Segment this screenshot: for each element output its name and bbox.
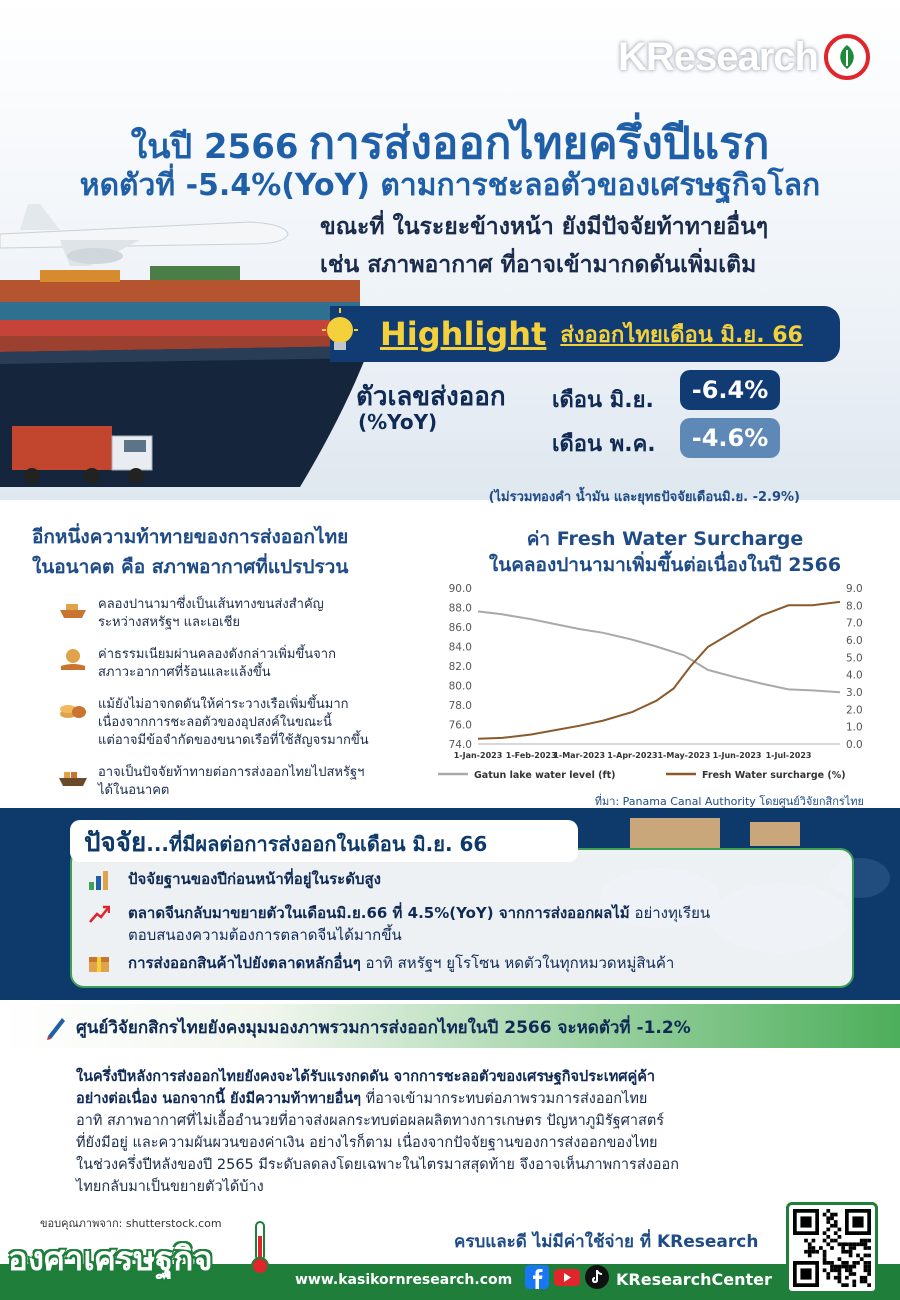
- website-link[interactable]: www.kasikornresearch.com: [295, 1272, 513, 1288]
- list-item: [58, 596, 398, 632]
- y-right-tick-label: 6.0: [846, 635, 863, 647]
- qr-code[interactable]: [786, 1202, 878, 1294]
- y-right-tick-label: 8.0: [846, 600, 863, 613]
- item-text: ระหว่างสหรัฐฯ และเอเชีย: [98, 615, 241, 630]
- chart-source: ที่มา: Panama Canal Authority โดยศูนย์วิจัยกสิกรไทย: [594, 795, 864, 808]
- logo-text: KResearch: [617, 34, 818, 79]
- factor-row: [88, 902, 828, 946]
- item-text: แม้ยังไม่อาจกดดันให้ค่าระวางเรือเพิ่มขึ้นมาก: [98, 697, 349, 712]
- kpi-label: ตัวเลขส่งออก: [356, 382, 506, 412]
- x-tick-label: 1-Jul-2023: [765, 751, 812, 760]
- panama-canal-chart: [430, 578, 900, 790]
- chart-title-line2: ในคลองปานามาเพิ่มขึ้นต่อเนื่องในปี 2566: [488, 554, 842, 576]
- image-credit: ขอบคุณภาพจาก: shutterstock.com: [40, 1217, 222, 1230]
- box-icon: [88, 954, 110, 974]
- y-left-tick-label: 74.0: [448, 739, 472, 751]
- kpi-unit: (%YoY): [358, 410, 438, 434]
- kpi-value-jun: -6.4%: [680, 370, 780, 410]
- y-left-tick-label: 82.0: [448, 661, 472, 673]
- lightbulb-icon: [318, 306, 362, 362]
- item-text: เนื่องจากการชะลอตัวของอุปสงค์ในขณะนี้: [98, 715, 332, 730]
- para-bold: อย่างต่อเนื่อง นอกจากนี้ ยังมีความท้าทายอื่นๆ: [76, 1091, 362, 1107]
- factor-line2: ตอบสนองความต้องการตลาดจีนได้มากขึ้น: [128, 926, 402, 944]
- title-prefix: ในปี 2566: [130, 127, 299, 167]
- subtitle: [320, 208, 880, 284]
- thermometer-icon: [250, 1220, 270, 1276]
- legend-label: Gatun lake water level (ft): [474, 770, 616, 781]
- y-right-tick-label: 4.0: [846, 669, 863, 682]
- highlight-word: Highlight: [380, 315, 547, 353]
- legend-label: Fresh Water surcharge (%): [702, 770, 846, 781]
- item-text: ได้ในอนาคต: [98, 783, 170, 798]
- series-line-surcharge: [478, 602, 840, 739]
- y-right-tick-label: 1.0: [846, 721, 863, 734]
- kpi-note: (ไม่รวมทองคำ น้ำมัน และยุทธปัจจัยเดือนมิ.ย. -2.9%): [488, 490, 800, 505]
- outlook-headline: ศูนย์วิจัยกสิกรไทยยังคงมุมมองภาพรวมการส่งออกไทยในปี 2566 จะหดตัวที่ -1.2%: [76, 1018, 691, 1038]
- x-tick-label: 1-Apr-2023: [607, 751, 658, 760]
- challenge-title: [32, 522, 348, 582]
- title-line2: หดตัวที่ -5.4%(YoY) ตามการชะลอตัวของเศรษฐกิจโลก: [79, 168, 821, 203]
- para-text: ไทยกลับมาเป็นขยายตัวได้บ้าง: [76, 1179, 264, 1195]
- item-text: แต่อาจมีข้อจำกัดของขนาดเรือที่ใช้สัญจรมากขึ้น: [98, 733, 369, 748]
- social-handle: KResearchCenter: [616, 1270, 772, 1289]
- money-hand-icon: [58, 648, 88, 670]
- y-right-tick-label: 2.0: [846, 704, 863, 717]
- ship-icon: [58, 598, 88, 620]
- chart-title: [430, 526, 900, 578]
- item-text: อาจเป็นปัจจัยท้าทายต่อการส่งออกไทยไปสหรัฐฯ: [98, 765, 365, 780]
- facebook-icon[interactable]: [524, 1265, 550, 1289]
- factor-row: [88, 868, 828, 890]
- highlight-subtitle: ส่งออกไทยเดือน มิ.ย. 66: [560, 322, 803, 348]
- y-left-tick-label: 84.0: [448, 641, 472, 654]
- y-right-tick-label: 7.0: [846, 617, 863, 630]
- kbank-leaf-icon: [824, 34, 870, 80]
- para-text: ที่อาจเข้ามากระทบต่อภาพรวมการส่งออกไทย: [361, 1091, 648, 1107]
- truck-icon: [12, 420, 162, 490]
- list-item: [58, 646, 398, 682]
- y-left-tick-label: 80.0: [448, 680, 472, 693]
- kpi-month-jun: เดือน มิ.ย.: [552, 388, 654, 413]
- coins-icon: [58, 698, 88, 720]
- kpi-value-may: -4.6%: [680, 418, 780, 458]
- title-main: การส่งออกไทยครึ่งปีแรก: [308, 118, 770, 169]
- challenge-title-line2: ในอนาคต คือ สภาพอากาศที่แปรปรวน: [32, 556, 349, 578]
- series-line-gatun-lake: [478, 611, 840, 692]
- para-text: ในช่วงครึ่งปีหลังของปี 2565 มีระดับลดลงโดยเฉพาะในไตรมาสสุดท้าย จึงอาจเห็นภาพการส่งออก: [76, 1157, 679, 1173]
- challenge-title-line1: อีกหนึ่งความท้าทายของการส่งออกไทย: [32, 526, 349, 548]
- y-right-tick-label: 3.0: [846, 687, 863, 699]
- y-right-tick-label: 5.0: [846, 652, 863, 665]
- factors-title: [84, 822, 487, 863]
- factor-row: [88, 952, 828, 974]
- y-left-tick-label: 86.0: [448, 622, 472, 634]
- youtube-icon[interactable]: [554, 1265, 580, 1289]
- footer-tagline: ครบและดี ไม่มีค่าใช้จ่าย ที่ KResearch: [454, 1232, 759, 1252]
- factors-title-small: ...ที่มีผลต่อการส่งออกในเดือน มิ.ย. 66: [146, 832, 488, 856]
- social-icons: [524, 1265, 610, 1289]
- y-right-tick-label: 0.0: [846, 739, 863, 751]
- x-tick-label: 1-Jan-2023: [453, 751, 503, 760]
- factor-bold: การส่งออกสินค้าไปยังตลาดหลักอื่นๆ: [128, 954, 361, 972]
- x-tick-label: 1-Mar-2023: [553, 751, 606, 760]
- factor-bold: ตลาดจีนกลับมาขยายตัวในเดือนมิ.ย.66 ที่ 4.5%(YoY) จากการส่งออกผลไม้: [128, 904, 630, 922]
- list-item: [58, 764, 398, 800]
- factor-normal: อย่างทุเรียน: [629, 904, 711, 922]
- kpi-month-may: เดือน พ.ค.: [552, 432, 656, 457]
- y-right-tick-label: 9.0: [846, 583, 863, 595]
- kresearch-logo: [618, 34, 870, 80]
- y-left-tick-label: 90.0: [448, 583, 472, 595]
- factors-title-big: ปัจจัย: [84, 828, 147, 858]
- factor-bold: ปัจจัยฐานของปีก่อนหน้าที่อยู่ในระดับสูง: [128, 870, 381, 888]
- pen-icon: [44, 1014, 68, 1040]
- bar-chart-icon: [88, 870, 110, 890]
- x-tick-label: 1-Jun-2023: [712, 751, 762, 760]
- x-tick-label: 1-May-2023: [657, 751, 711, 760]
- challenge-list: [58, 596, 398, 814]
- factor-normal: อาทิ สหรัฐฯ ยูโรโซน หดตัวในทุกหมวดหมู่สินค้า: [360, 954, 675, 972]
- item-text: สภาวะอากาศที่ร้อนและแล้งขึ้น: [98, 665, 271, 680]
- subtitle-line2: เช่น สภาพอากาศ ที่อาจเข้ามากดดันเพิ่มเติม: [320, 252, 757, 278]
- cargo-ship-icon: [58, 766, 88, 788]
- para-text: ที่ยังมีอยู่ และความผันผวนของค่าเงิน อย่างไรก็ตาม เนื่องจากปัจจัยฐานของการส่งออกของไทย: [76, 1135, 658, 1151]
- subtitle-line1: ขณะที่ ในระยะข้างหน้า ยังมีปัจจัยท้าทายอื่นๆ: [320, 214, 769, 240]
- tiktok-icon[interactable]: [584, 1265, 610, 1289]
- trend-up-icon: [88, 904, 110, 924]
- chart-title-line1: ค่า Fresh Water Surcharge: [526, 528, 804, 550]
- highlight-bar: [330, 306, 840, 362]
- para-bold: ในครึ่งปีหลังการส่งออกไทยยังคงจะได้รับแรงกดดัน จากการชะลอตัวของเศรษฐกิจประเทศคู่ค้า: [76, 1069, 656, 1085]
- para-text: อาทิ สภาพอากาศที่ไม่เอื้ออำนวยที่อาจส่งผลกระทบต่อผลผลิตทางการเกษตร ปัญหาภูมิรัฐศาสตร์: [76, 1113, 665, 1129]
- item-text: คลองปานามาซึ่งเป็นเส้นทางขนส่งสำคัญ: [98, 597, 324, 612]
- y-left-tick-label: 76.0: [448, 719, 472, 732]
- airplane-icon: [0, 200, 300, 270]
- y-left-tick-label: 78.0: [448, 700, 472, 712]
- x-tick-label: 1-Feb-2023: [505, 751, 557, 760]
- list-item: [58, 696, 398, 750]
- item-text: ค่าธรรมเนียมผ่านคลองดังกล่าวเพิ่มขึ้นจาก: [98, 647, 336, 662]
- y-left-tick-label: 88.0: [448, 602, 472, 615]
- footer-brand: องศาเศรษฐกิจ: [8, 1239, 213, 1278]
- outlook-paragraph: [76, 1066, 856, 1198]
